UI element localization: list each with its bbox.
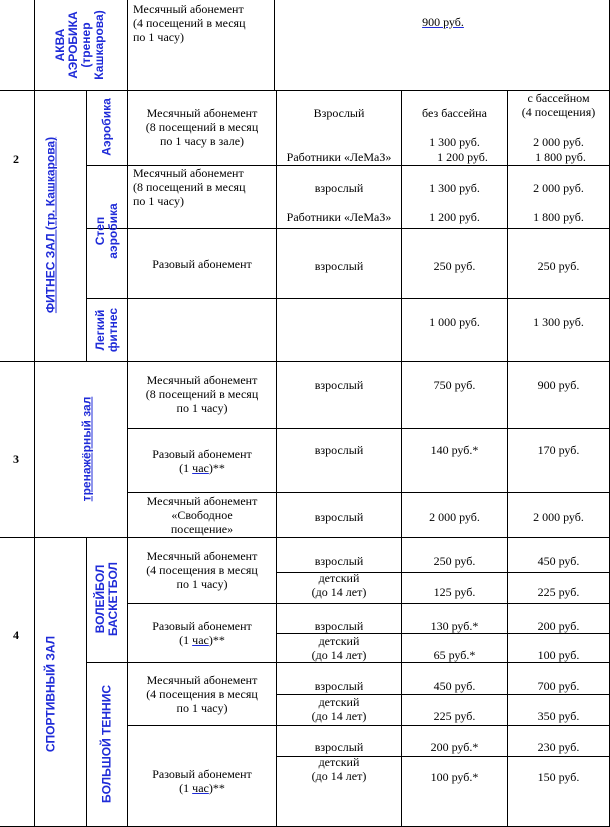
price: 225 руб.: [433, 709, 476, 723]
price: 1 300 руб.: [533, 315, 584, 329]
category-adult: взрослый: [314, 740, 364, 754]
price: 250 руб.: [433, 554, 476, 568]
aerobics-category-adult: Взрослый: [313, 106, 365, 120]
price: 200 руб.*: [430, 740, 479, 754]
category: взрослый: [314, 443, 364, 457]
price: 750 руб.: [433, 378, 476, 392]
price: 1 800 руб.: [535, 150, 586, 164]
category: взрослый: [314, 510, 364, 524]
tennis-single-desc: Разовый абонемент (1 час)**: [152, 767, 252, 795]
fitness-hall-label: ФИТНЕС ЗАЛ (тр. Кашкарова): [43, 136, 58, 314]
row-number: 2: [13, 152, 19, 166]
price: 1 200 руб.: [437, 150, 488, 164]
price: 230 руб.: [537, 740, 580, 754]
price: 1 300 руб.: [429, 135, 480, 149]
aerobics-subscription-desc: Месячный абонемент (8 посещений в месяц по 1 часу в зале): [145, 106, 259, 148]
step-aerobics-label: Степ аэробика: [93, 203, 120, 259]
category-child: детский (до 14 лет): [311, 634, 367, 662]
price: 250 руб.: [433, 259, 476, 273]
light-fitness-label: Легкий фитнес: [93, 307, 120, 353]
price: 2 000 руб.: [533, 135, 584, 149]
row-number: 4: [13, 628, 19, 642]
price: 2 000 руб.: [533, 510, 584, 524]
step-single-desc: Разовый абонемент: [152, 257, 252, 271]
aqua-aerobics-label: АКВА АЭРОБИКА (тренер Кашкарова): [53, 10, 106, 80]
price: 140 руб.*: [430, 443, 479, 457]
price: 125 руб.: [433, 585, 476, 599]
aerobics-label: Аэробика: [99, 98, 114, 156]
volleyball-monthly-desc: Месячный абонемент (4 посещения в месяц по 1 часу): [146, 549, 258, 591]
category-child: детский (до 14 лет): [311, 571, 367, 599]
gym-single-desc: Разовый абонемент (1 час)**: [152, 447, 252, 475]
header-with-pool: с бассейном (4 посещения): [521, 91, 596, 119]
price: 1 300 руб.: [429, 181, 480, 195]
tennis-monthly-desc: Месячный абонемент (4 посещения в месяц по 1 часу): [146, 673, 258, 715]
header-without-pool: без бассейна: [422, 106, 487, 120]
tennis-label: БОЛЬШОЙ ТЕННИС: [99, 684, 114, 804]
price: 100 руб.*: [430, 770, 479, 784]
price: 2 000 руб.: [533, 181, 584, 195]
category-adult: взрослый: [314, 619, 364, 633]
step-category-staff: Работники «ЛеМаЗ»: [286, 210, 392, 224]
step-category-adult: взрослый: [314, 181, 364, 195]
sports-hall-label: СПОРТИВНЫЙ ЗАЛ: [43, 635, 58, 753]
price: 200 руб.: [537, 619, 580, 633]
price: 100 руб.: [537, 648, 580, 662]
aqua-subscription-desc: Месячный абонемент (4 посещений в месяц по 1 часу): [133, 2, 246, 44]
price: 450 руб.: [537, 554, 580, 568]
gym-free-visit-desc: Месячный абонемент «Свободное посещение»: [146, 494, 258, 536]
price: 225 руб.: [537, 585, 580, 599]
gym-monthly-desc: Месячный абонемент (8 посещений в месяц по 1 часу): [145, 373, 259, 415]
price: 250 руб.: [537, 259, 580, 273]
price: 150 руб.: [537, 770, 580, 784]
step-subscription-desc: Месячный абонемент (8 посещений в месяц по 1 часу): [133, 166, 246, 208]
price: 1 000 руб.: [429, 315, 480, 329]
category-adult: взрослый: [314, 679, 364, 693]
volleyball-single-desc: Разовый абонемент (1 час)**: [152, 619, 252, 647]
price: 700 руб.: [537, 679, 580, 693]
price: 170 руб.: [537, 443, 580, 457]
volleyball-basketball-label: ВОЛЕЙБОЛ БАСКЕТБОЛ: [93, 562, 120, 636]
row-number: 3: [13, 452, 19, 466]
price: 65 руб.*: [433, 648, 476, 662]
aerobics-category-staff: Работники «ЛеМаЗ»: [286, 150, 392, 164]
price: 1 800 руб.: [533, 210, 584, 224]
category-adult: взрослый: [314, 554, 364, 568]
category: взрослый: [314, 378, 364, 392]
price: 2 000 руб.: [429, 510, 480, 524]
price: 450 руб.: [433, 679, 476, 693]
step-single-category: взрослый: [314, 259, 364, 273]
price: 130 руб.*: [430, 619, 479, 633]
price: 1 200 руб.: [429, 210, 480, 224]
aqua-price: 900 руб.: [422, 15, 464, 29]
gym-label: тренажёрный зал: [79, 396, 94, 502]
category-child: детский (до 14 лет): [311, 755, 367, 783]
price: 350 руб.: [537, 709, 580, 723]
category-child: детский (до 14 лет): [311, 695, 367, 723]
price: 900 руб.: [537, 378, 580, 392]
